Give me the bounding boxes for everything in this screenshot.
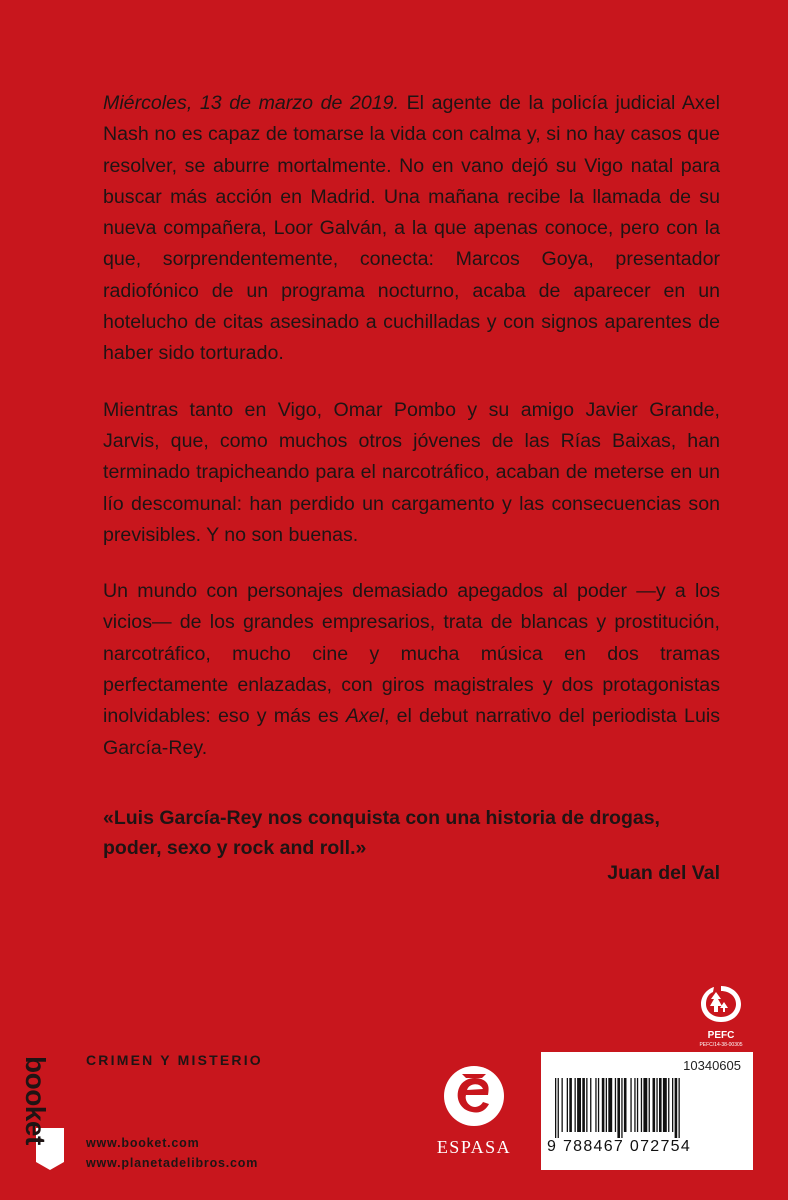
synopsis-paragraph-1-text: El agente de la policía judicial Axel Nash no es capaz de tomarse la vida con calma y, si no hay casos que resolver, se aburre mortalmente. No en vano dejó su Vigo natal para buscar más acción en Madrid. Una mañana recibe la llamada de su nueva compañera, Loor Galván, a la que apenas conoce, pero con la que, sorprendentemente, conecta: Marcos Goya, presentador radiofónico de un programa nocturno, acaba de aparecer en un hotelucho de citas asesinado a cuchilladas y con signos aparentes de haber sido torturado. [103, 92, 720, 365]
barcode-bar [590, 1078, 591, 1132]
barcode-bar [569, 1078, 572, 1132]
planetadelibros-url[interactable]: www.planetadelibros.com [86, 1156, 259, 1170]
barcode-bar [643, 1078, 647, 1132]
website-links [86, 1133, 258, 1173]
blurb-author: Juan del Val [607, 862, 720, 884]
barcode-bar [567, 1078, 568, 1132]
barcode-bar [598, 1078, 599, 1132]
booket-logo-text: booket [20, 1056, 51, 1145]
synopsis-paragraph-2: Mientras tanto en Vigo, Omar Pombo y su amigo Javier Grande, Jarvis, que, como muchos otros jóvenes de las Rías Baixas, han terminado trapicheando para el narcotráfico, acaban de meterse en un lío descomunal: han perdido un cargamento y las consecuencias son previsibles. Y no son buenas. [103, 398, 720, 546]
barcode-bar [630, 1078, 631, 1132]
synopsis-paragraph-3-start: Un mundo con personajes demasiado apegados al poder —y a los vicios— de los grandes empresarios, trata de blancas y prostitución, narcotráfico, mucho cine y mucha música en dos tramas perfectamente enlazadas, con giros magistrales y dos protagonistas inolvidables: eso y más es [103, 580, 720, 728]
barcode-bar [679, 1078, 680, 1138]
barcode-bar [649, 1078, 650, 1132]
product-reference: 10340605 [683, 1058, 741, 1073]
barcode-bar [663, 1078, 667, 1132]
barcode-bar [621, 1078, 622, 1138]
barcode [541, 1052, 753, 1170]
barcode-bar [675, 1078, 678, 1138]
barcode-bar [602, 1078, 605, 1132]
barcode-bar [558, 1078, 559, 1138]
barcode-bar [668, 1078, 669, 1132]
pefc-code: PEFC/14-38-00305 [699, 1042, 743, 1048]
barcode-bar [595, 1078, 596, 1132]
barcode-bar [608, 1078, 612, 1132]
synopsis-paragraph-3 [103, 576, 720, 764]
pefc-logo [693, 984, 749, 1048]
barcode-bar [577, 1078, 581, 1132]
barcode-bars [551, 1078, 745, 1140]
barcode-bar [617, 1078, 620, 1138]
synopsis-paragraph-3-end: , el debut narrativo del periodista Luis García-Rey. [103, 705, 721, 759]
synopsis [103, 88, 720, 789]
synopsis-paragraph-1 [103, 88, 720, 370]
espasa-logo [424, 1064, 524, 1164]
barcode-bar [653, 1078, 656, 1132]
isbn-number: 9 788467 072754 [547, 1138, 692, 1155]
barcode-bar [582, 1078, 585, 1132]
barcode-bar [656, 1078, 657, 1132]
barcode-bar [562, 1078, 563, 1132]
barcode-bar [615, 1078, 616, 1132]
publisher-name: ESPASA [436, 1137, 512, 1157]
barcode-bar [637, 1078, 638, 1132]
espasa-emblem-icon [442, 1064, 506, 1128]
pefc-tree-icon [699, 984, 743, 1024]
blurb-quote: «Luis García-Rey nos conquista con una historia de drogas, poder, sexo y rock and roll.» [103, 807, 660, 859]
barcode-bar [672, 1078, 673, 1132]
genre-label: CRIMEN Y MISTERIO [86, 1052, 263, 1068]
barcode-bar [634, 1078, 635, 1132]
barcode-bar [624, 1078, 627, 1132]
booket-url[interactable]: www.booket.com [86, 1136, 200, 1150]
barcode-bar [586, 1078, 587, 1132]
barcode-bar [641, 1078, 642, 1132]
barcode-bar [575, 1078, 576, 1132]
pefc-label: PEFC [707, 1030, 735, 1041]
synopsis-date: Miércoles, 13 de marzo de 2019. [103, 92, 399, 114]
barcode-bar [606, 1078, 607, 1132]
barcode-bar [555, 1078, 556, 1138]
book-title: Axel [345, 705, 384, 728]
barcode-bar [659, 1078, 662, 1132]
